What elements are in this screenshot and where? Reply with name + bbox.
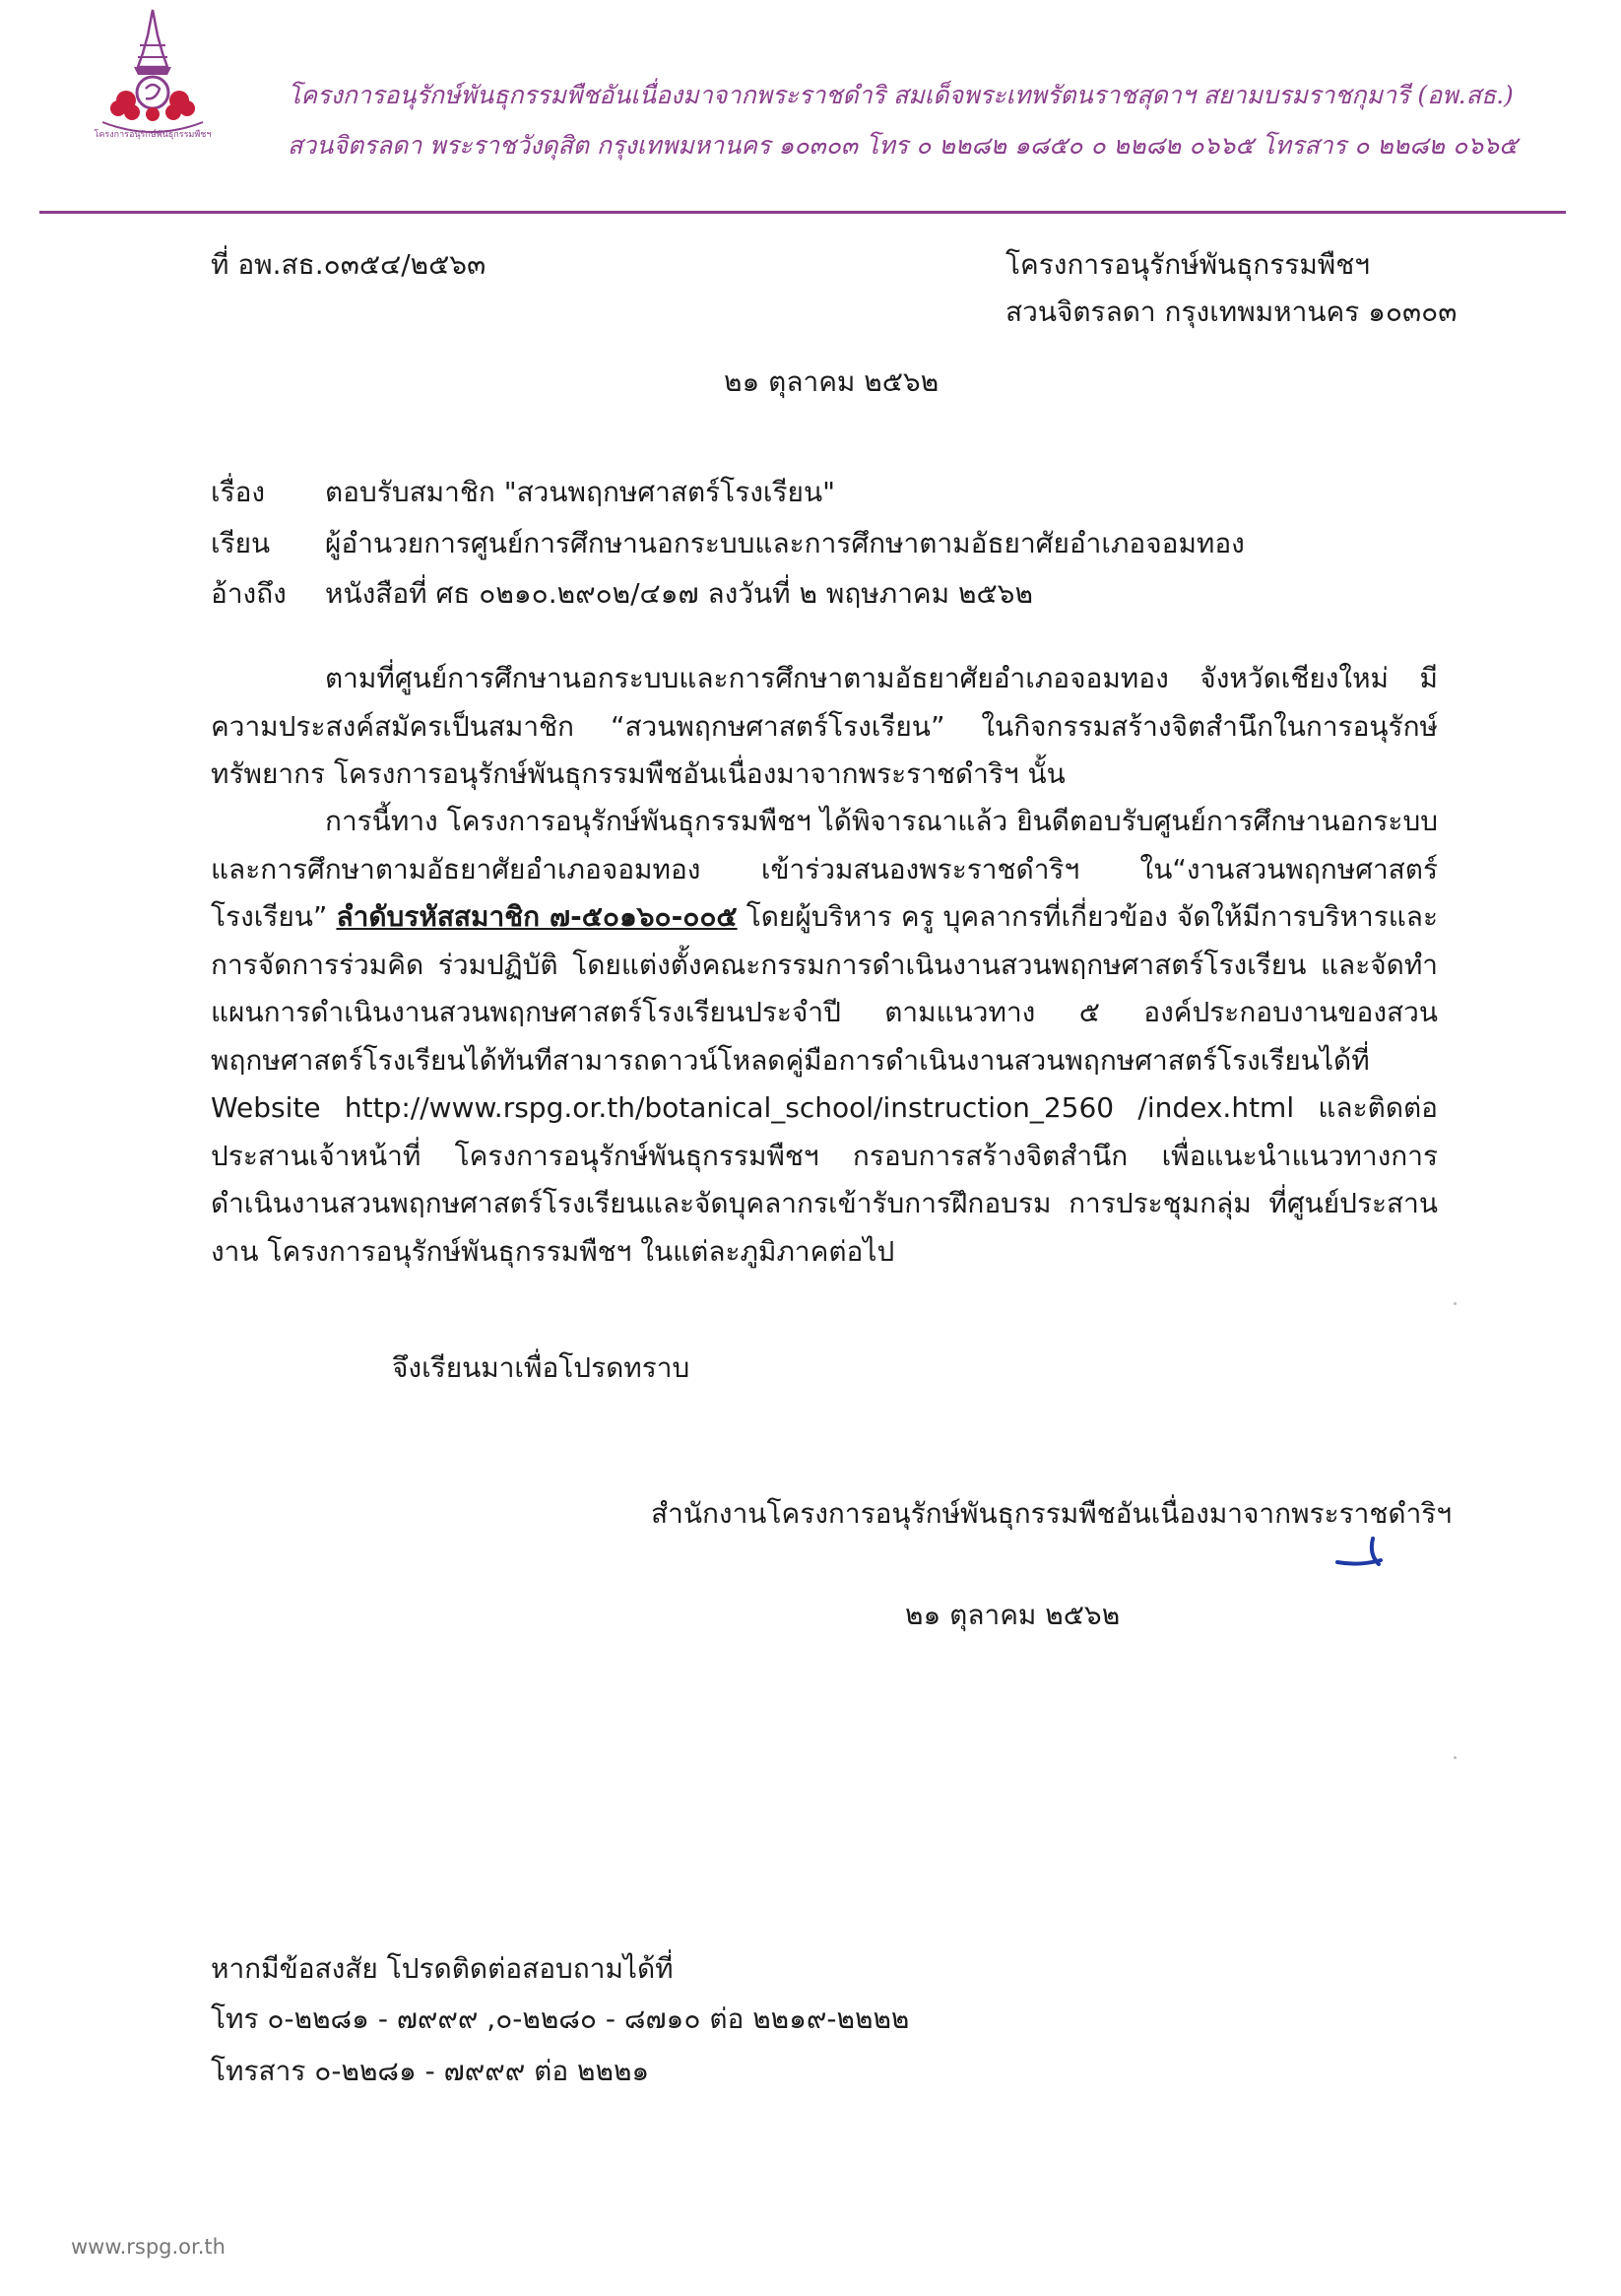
emblem-graphic (89, 6, 217, 144)
sender-name: โครงการอนุรักษ์พันธุกรรมพืชฯ (1005, 248, 1370, 281)
body-paragraph-2 (211, 798, 1438, 1276)
recipient-label: เรียน (211, 527, 271, 559)
body-paragraph-1 (211, 655, 1438, 799)
paragraph-2-text-before: การนี้ทาง โครงการอนุรักษ์พันธุกรรมพืชฯ ได้พิจารณาแล้ว ยินดีตอบรับศูนย์การศึกษานอกระบบและการศึกษาตามอัธยาศัยอำเภอจอมทอง เข้าร่วมสนองพระราชดำริฯ ใน“งานสวนพฤกษศาสตร์โรงเรียน” (211, 805, 1438, 933)
contact-intro: หากมีข้อสงสัย โปรดติดต่อสอบถามได้ที่ (211, 1952, 674, 1985)
document-number: ที่ อพ.สธ.๐๓๕๔/๒๕๖๓ (211, 248, 486, 281)
subject-value: ตอบรับสมาชิก "สวนพฤกษศาสตร์โรงเรียน" (325, 476, 835, 508)
letterhead-address: สวนจิตรลดา พระราชวังดุสิต กรุงเทพมหานคร ๑๐๓๐๓ โทร ๐ ๒๒๘๒ ๑๘๕๐ ๐ ๒๒๘๒ ๐๖๖๕ โทรสาร ๐ ๒๒๘๒ ๐๖๖๕ (288, 131, 1518, 160)
paragraph-2-text-after: โดยผู้บริหาร ครู บุคลากรที่เกี่ยวข้อง จัดให้มีการบริหารและการจัดการร่วมคิด ร่วมปฏิบัติ โดยแต่งตั้งคณะกรรมการดำเนินงานสวนพฤกษศาสตร์โรงเรียน และจัดทำแผนการดำเนินงานสวนพฤกษศาสตร์โรงเรียนประจำปี ตามแนวทาง ๕ องค์ประกอบงานของสวนพฤกษศาสตร์โรงเรียนได้ทันทีสามารถดาวน์โหลดคู่มือการดำเนินงานสวนพฤกษศาสตร์โรงเรียนได้ที่ Website http://www.rspg.or.th/botanical_school/instruction_2560 /index.html และติดต่อประสานเจ้าหน้าที่ โครงการอนุรักษ์พันธุกรรมพืชฯ กรอบการสร้างจิตสำนึก เพื่อแนะนำแนวทางการดำเนินงานสวนพฤกษศาสตร์โรงเรียนและจัดบุคลากรเข้ารับการฝึกอบรม การประชุมกลุ่ม ที่ศูนย์ประสานงาน โครงการอนุรักษ์พันธุกรรมพืชฯ ในแต่ละภูมิภาคต่อไป (211, 900, 1438, 1268)
closing-line: จึงเรียนมาเพื่อโปรดทราบ (392, 1351, 690, 1384)
contact-fax: โทรสาร ๐-๒๒๘๑ - ๗๙๙๙ ต่อ ๒๒๒๑ (211, 2055, 650, 2087)
signature-mark (1329, 1517, 1408, 1576)
signature-date: ๒๑ ตุลาคม ๒๕๖๒ (905, 1599, 1121, 1631)
paragraph-1-text: ตามที่ศูนย์การศึกษานอกระบบและการศึกษาตามอัธยาศัยอำเภอจอมทอง จังหวัดเชียงใหม่ มีความประสงค์สมัครเป็นสมาชิก “สวนพฤกษศาสตร์โรงเรียน” ในกิจกรรมสร้างจิตสำนึกในการอนุรักษ์ทรัพยากร โครงการอนุรักษ์พันธุกรรมพืชอันเนื่องมาจากพระราชดำริฯ นั้น (211, 662, 1438, 790)
contact-phone: โทร ๐-๒๒๘๑ - ๗๙๙๙ ,๐-๒๒๘๐ - ๘๗๑๐ ต่อ ๒๒๑๙-๒๒๒๒ (211, 2002, 910, 2035)
emblem-caption: โครงการอนุรักษ์พันธุกรรมพืชฯ (94, 130, 212, 140)
member-code: ลำดับรหัสสมาชิก ๗-๕๐๑๖๐-๐๐๕ (336, 900, 738, 933)
reference-label: อ้างถึง (211, 577, 287, 610)
header-divider (39, 211, 1566, 214)
scan-speck (1454, 1302, 1457, 1305)
recipient-value: ผู้อำนวยการศูนย์การศึกษานอกระบบและการศึกษาตามอัธยาศัยอำเภอจอมทอง (325, 527, 1245, 559)
subject-label: เรื่อง (211, 476, 266, 508)
reference-value: หนังสือที่ ศธ ๐๒๑๐.๒๙๐๒/๔๑๗ ลงวันที่ ๒ พฤษภาคม ๒๕๖๒ (325, 577, 1033, 610)
scan-speck (1454, 1756, 1457, 1759)
signature-office: สำนักงานโครงการอนุรักษ์พันธุกรรมพืชอันเนื่องมาจากพระราชดำริฯ (651, 1497, 1453, 1530)
footer-website[interactable]: www.rspg.or.th (71, 2235, 226, 2259)
letter-date: ๒๑ ตุลาคม ๒๕๖๒ (724, 365, 940, 398)
sender-address: สวนจิตรลดา กรุงเทพมหานคร ๑๐๓๐๓ (1005, 295, 1458, 328)
signature-scribble (1329, 1517, 1408, 1576)
letterhead-title: โครงการอนุรักษ์พันธุกรรมพืชอันเนื่องมาจากพระราชดำริ สมเด็จพระเทพรัตนราชสุดาฯ สยามบรมราชกุมารี (อพ.สธ.) (288, 81, 1514, 109)
rspg-emblem-logo (89, 6, 217, 144)
